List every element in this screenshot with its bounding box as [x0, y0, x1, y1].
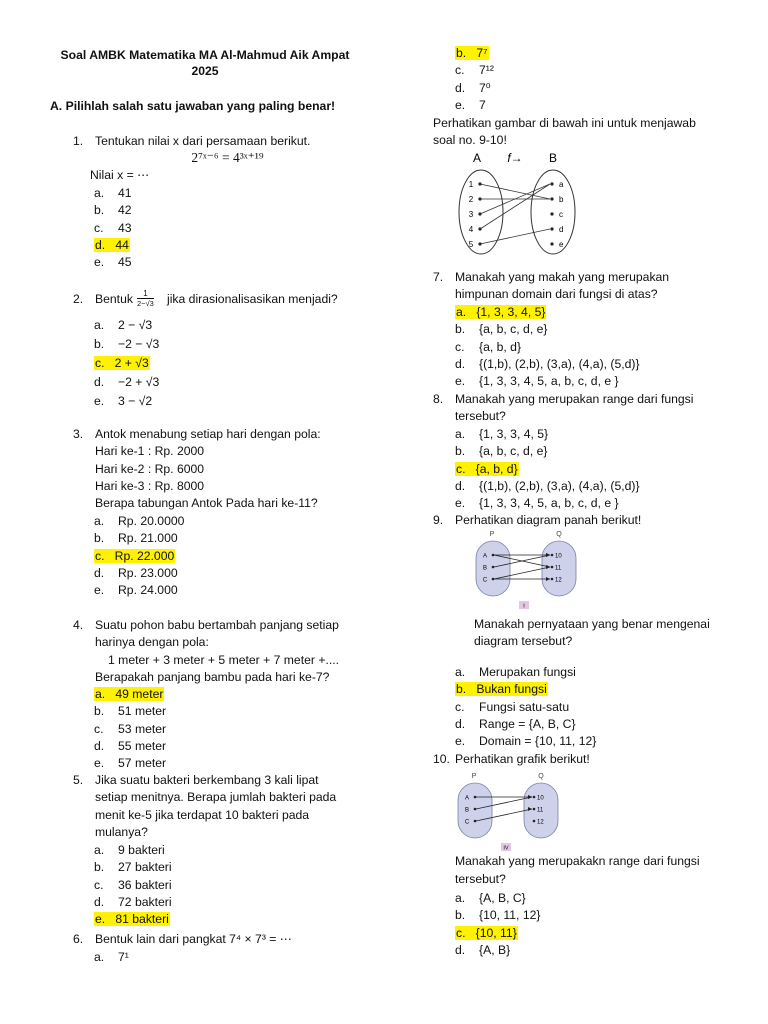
q8-option-c-correct: c. {a, b, d}	[456, 461, 518, 476]
q8-option-e: {1, 3, 3, 4, 5, a, b, c, d, e }	[479, 496, 619, 511]
mapping-arrow	[480, 229, 550, 244]
set-b-point	[550, 197, 553, 200]
q9-line: diagram tersebut?	[474, 634, 573, 648]
q6-option-letter: d.	[455, 80, 466, 95]
set-p-label: P	[471, 773, 477, 780]
set-a-item: 1	[468, 180, 474, 189]
q1-option-a: 41	[118, 186, 132, 200]
q8-option-d: {(1,b), (2,b), (3,a), (4,a), (5,d)}	[479, 478, 640, 493]
mapping-arrow	[480, 184, 550, 199]
q8-option-b: {a, b, c, d, e}	[479, 444, 548, 459]
q6-option-letter: e.	[455, 97, 466, 112]
set-a-item: 5	[468, 240, 474, 249]
q7-line: himpunan domain dari fungsi di atas?	[455, 287, 658, 301]
q9-option-e: Domain = {10, 11, 12}	[479, 734, 597, 749]
set-b-ellipse	[531, 170, 575, 254]
q3-option-e: Rp. 24.000	[118, 583, 178, 598]
q1-option-d-correct: d. 44	[95, 237, 129, 252]
q8-option-letter: b.	[455, 444, 466, 459]
q2-option-letter: a.	[94, 318, 105, 332]
q1-option-letter: e.	[94, 255, 105, 270]
q5-number: 5.	[73, 773, 84, 787]
set-p-point	[474, 808, 477, 811]
q9-option-d: Range = {A, B, C}	[479, 716, 576, 731]
set-q-point	[533, 796, 536, 799]
q7-number: 7.	[433, 270, 444, 284]
q9-option-c: Fungsi satu-satu	[479, 699, 570, 714]
q10-line: tersebut?	[455, 872, 506, 886]
set-a-item: 3	[468, 210, 474, 219]
q5-option-letter: b.	[94, 860, 105, 875]
q3-line: Berapa tabungan Antok Pada hari ke-11?	[95, 496, 318, 511]
set-a-item: 2	[468, 195, 474, 204]
q10-option-c-correct: c. {10, 11}	[456, 925, 517, 940]
q5-option-letter: c.	[94, 877, 104, 892]
q4-line: Berapakah panjang bambu pada hari ke-7?	[95, 670, 330, 684]
q6-stem: Bentuk lain dari pangkat 7⁴ × 7³ = ⋯	[95, 932, 292, 946]
q4-line: 1 meter + 3 meter + 5 meter + 7 meter +....	[108, 653, 339, 667]
q6-option-c: 7¹²	[479, 63, 494, 78]
diagram-intro: Perhatikan gambar di bawah ini untuk menjawab	[433, 116, 696, 130]
arrow-diagram-q9	[472, 528, 582, 612]
set-b-item: a	[559, 180, 564, 189]
set-b-item: d	[559, 225, 564, 234]
q3-option-letter: e.	[94, 583, 105, 598]
q10-option-letter: d.	[455, 942, 466, 957]
q3-number: 3.	[73, 427, 84, 441]
set-p-shape	[458, 783, 492, 838]
q3-option-a: Rp. 20.0000	[118, 514, 185, 528]
set-p-point	[474, 796, 477, 799]
q5-option-letter: a.	[94, 843, 105, 857]
set-q-item: 11	[537, 807, 544, 814]
q9-option-letter: d.	[455, 716, 466, 731]
q7-line: Manakah yang makah yang merupakan	[455, 270, 670, 284]
q3-option-c-correct: c. Rp. 22.000	[95, 548, 175, 563]
q1-number: 1.	[73, 134, 84, 148]
q10-option-a: {A, B, C}	[479, 891, 526, 905]
set-b-point	[550, 227, 553, 230]
set-q-point	[533, 808, 536, 811]
doc-title: Soal AMBK Matematika MA Al-Mahmud Aik Ampat	[60, 48, 350, 62]
q4-number: 4.	[73, 618, 84, 632]
q5-option-b: 27 bakteri	[118, 860, 172, 875]
set-p-item: A	[482, 553, 488, 560]
mapping-arrow	[480, 184, 550, 229]
set-b-point	[550, 182, 553, 185]
q3-line: Hari ke-2 : Rp. 6000	[95, 461, 205, 476]
q6-number: 6.	[73, 932, 84, 946]
set-a-ellipse	[459, 170, 503, 254]
set-p-item: C	[464, 819, 470, 826]
q2-fraction: 1 2−√3	[137, 289, 154, 308]
set-q-point	[533, 820, 536, 823]
q7-option-letter: e.	[455, 374, 466, 389]
q9-option-letter: c.	[455, 699, 465, 714]
q9-line: Manakah pernyataan yang benar mengenai	[474, 617, 710, 631]
set-b-item: c	[559, 210, 563, 219]
q4-option-b: 51 meter	[118, 704, 167, 719]
set-q-item: 10	[555, 553, 562, 560]
q4-option-letter: e.	[94, 756, 105, 771]
set-p-point	[492, 578, 495, 581]
q8-line: tersebut?	[455, 409, 506, 423]
q7-option-letter: c.	[455, 339, 465, 354]
q4-line: Suatu pohon babu bertambah panjang setiap	[95, 618, 339, 632]
q7-option-d: {(1,b), (2,b), (3,a), (4,a), (5,d)}	[479, 356, 640, 371]
mapping-diagram-a-to-b	[455, 148, 605, 260]
q2-option-letter: b.	[94, 337, 105, 351]
q10-option-d: {A, B}	[479, 942, 511, 957]
q6-option-a: 7¹	[118, 950, 129, 964]
doc-year: 2025	[191, 64, 219, 78]
q1-stem: Tentukan nilai x dari persamaan berikut.	[95, 134, 311, 148]
q9-option-letter: a.	[455, 665, 466, 679]
q8-option-a: {1, 3, 3, 4, 5}	[479, 427, 549, 441]
q4-option-letter: b.	[94, 704, 105, 719]
set-q-item: 11	[555, 565, 562, 572]
q3-line: Hari ke-3 : Rp. 8000	[95, 478, 205, 493]
q3-line: Antok menabung setiap hari dengan pola:	[95, 427, 321, 441]
q2-option-letter: e.	[94, 394, 105, 408]
figure-tag: I	[523, 603, 525, 610]
set-q-point	[551, 554, 554, 557]
q10-line: Manakah yang merupakakn range dari fungsi	[455, 854, 700, 868]
set-q-point	[551, 578, 554, 581]
q3-option-letter: a.	[94, 514, 105, 528]
q7-option-b: {a, b, c, d, e}	[479, 322, 548, 337]
q2-option-letter: d.	[94, 375, 105, 389]
q5-option-c: 36 bakteri	[118, 877, 172, 892]
q1-option-b: 42	[118, 203, 132, 218]
q7-option-letter: b.	[455, 322, 466, 337]
set-q-label: Q	[556, 531, 562, 538]
q2-option-c-correct: c. 2 + √3	[95, 356, 149, 370]
q8-number: 8.	[433, 392, 444, 406]
q2-option-e: 3 − √2	[118, 394, 153, 408]
q10-stem: Perhatikan grafik berikut!	[455, 752, 590, 766]
q1-ask: Nilai x = ⋯	[90, 168, 150, 182]
q8-option-letter: a.	[455, 427, 466, 441]
set-b-item: b	[559, 195, 564, 204]
q6-option-d: 7⁰	[479, 80, 491, 95]
q5-option-d: 72 bakteri	[118, 894, 172, 909]
q4-option-d: 55 meter	[118, 738, 167, 753]
set-p-shape	[476, 541, 510, 596]
q2-option-b: −2 − √3	[118, 337, 160, 351]
q1-option-e: 45	[118, 255, 132, 270]
q5-option-a: 9 bakteri	[118, 843, 165, 857]
set-p-label: P	[489, 531, 495, 538]
set-b-item: e	[559, 240, 564, 249]
q3-option-letter: b.	[94, 531, 105, 546]
q6-option-letter: c.	[455, 63, 465, 78]
q1-equation: 2⁷ˣ⁻⁶ = 4³ˣ⁺¹⁹	[191, 150, 264, 165]
set-b-point	[550, 242, 553, 245]
q9-stem: Perhatikan diagram panah berikut!	[455, 513, 642, 527]
q7-option-e: {1, 3, 3, 4, 5, a, b, c, d, e }	[479, 374, 619, 389]
q9-option-b-correct: b. Bukan fungsi	[456, 682, 547, 697]
section-heading: A. Pilihlah salah satu jawaban yang paling benar!	[50, 99, 336, 113]
q10-option-b: {10, 11, 12}	[479, 908, 541, 923]
set-b-point	[550, 212, 553, 215]
q4-option-e: 57 meter	[118, 756, 167, 771]
q8-line: Manakah yang merupakan range dari fungsi	[455, 392, 694, 406]
q9-option-a: Merupakan fungsi	[479, 665, 576, 679]
q4-option-a-correct: a. 49 meter	[95, 687, 164, 701]
q9-number: 9.	[433, 513, 444, 527]
q5-line: menit ke-5 jika terdapat 10 bakteri pada	[95, 807, 310, 822]
q7-option-a-correct: a. {1, 3, 3, 4, 5}	[456, 305, 546, 319]
q7-option-letter: d.	[455, 356, 466, 371]
set-b-label: B	[548, 151, 558, 165]
q2-stem: Bentuk	[95, 292, 133, 306]
set-p-point	[492, 554, 495, 557]
set-p-item: A	[464, 795, 470, 802]
q2-stem-end: jika dirasionalisasikan menjadi?	[167, 292, 338, 306]
q1-option-letter: b.	[94, 203, 105, 218]
q5-line: mulanya?	[95, 824, 148, 839]
q4-line: harinya dengan pola:	[95, 635, 209, 649]
q3-option-d: Rp. 23.000	[118, 565, 178, 580]
set-a-item: 4	[468, 225, 474, 234]
q5-option-e-correct: e. 81 bakteri	[95, 912, 169, 927]
set-q-label: Q	[538, 773, 544, 780]
q8-option-letter: d.	[455, 478, 466, 493]
q3-option-b: Rp. 21.000	[118, 531, 178, 546]
q5-line: setiap menitnya. Berapa jumlah bakteri pada	[95, 790, 337, 805]
q5-option-letter: d.	[94, 894, 105, 909]
q1-option-letter: a.	[94, 186, 105, 200]
q4-option-c: 53 meter	[118, 721, 167, 736]
set-p-item: C	[482, 577, 488, 584]
set-q-item: 10	[537, 795, 544, 802]
set-p-point	[492, 566, 495, 569]
set-p-point	[474, 820, 477, 823]
q9-option-letter: e.	[455, 734, 466, 749]
q2-option-a: 2 − √3	[118, 318, 153, 332]
q4-option-letter: c.	[94, 721, 104, 736]
q10-option-letter: a.	[455, 891, 466, 905]
set-a-label: A	[472, 151, 482, 165]
arrow-diagram-q10	[454, 770, 564, 854]
q3-option-letter: d.	[94, 565, 105, 580]
set-q-item: 12	[537, 819, 544, 826]
set-q-item: 12	[555, 577, 562, 584]
q2-number: 2.	[73, 292, 84, 306]
q5-line: Jika suatu bakteri berkembang 3 kali lipat	[95, 773, 319, 787]
q4-option-letter: d.	[94, 738, 105, 753]
q2-option-d: −2 + √3	[118, 375, 160, 389]
q10-option-letter: b.	[455, 908, 466, 923]
set-p-item: B	[482, 565, 488, 572]
q6-option-b-correct: b. 7⁷	[456, 46, 488, 60]
set-q-point	[551, 566, 554, 569]
function-label: f→	[507, 151, 523, 165]
set-p-item: B	[464, 807, 470, 814]
q6-option-letter: a.	[94, 950, 105, 964]
q1-option-letter: c.	[94, 220, 104, 235]
diagram-intro: soal no. 9-10!	[433, 133, 507, 147]
q1-option-c: 43	[118, 220, 132, 235]
q6-option-e: 7	[479, 97, 486, 112]
figure-tag: IV	[503, 845, 509, 852]
q3-line: Hari ke-1 : Rp. 2000	[95, 444, 205, 459]
q7-option-c: {a, b, d}	[479, 339, 522, 354]
q8-option-letter: e.	[455, 496, 466, 511]
q10-number: 10.	[433, 752, 450, 766]
